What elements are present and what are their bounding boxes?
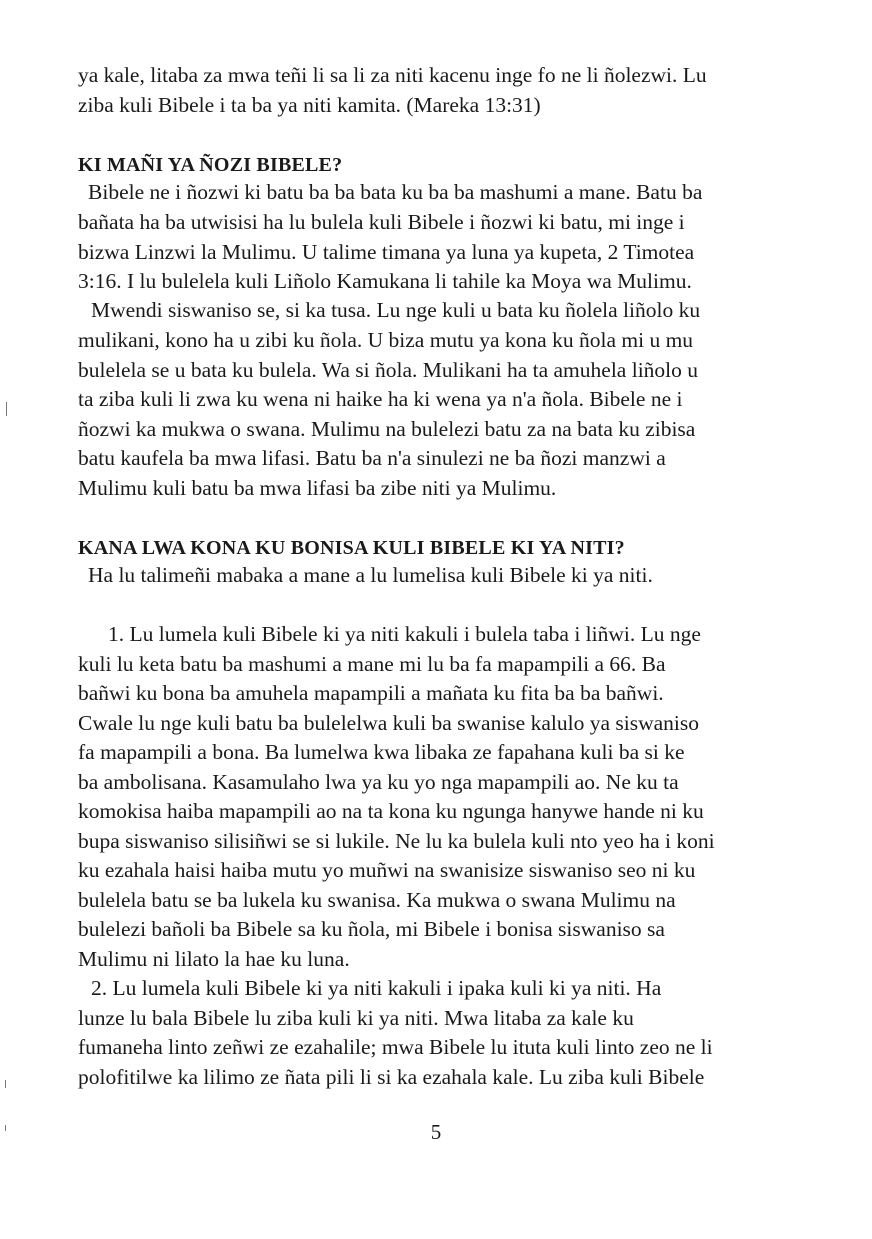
text-line: lunze lu bala Bibele lu ziba kuli ki ya niti. Mwa litaba za kale ku	[78, 1006, 634, 1030]
text-line: kuli lu keta batu ba mashumi a mane mi lu ba fa mapampili a 66. Ba	[78, 652, 666, 676]
text-line: ñozwi ka mukwa o swana. Mulimu na bulelezi batu za na bata ku zibisa	[78, 417, 696, 441]
text-line: bulelela batu se ba lukela ku swanisa. Ka mukwa o swana Mulimu na	[78, 888, 676, 912]
text-line: bulelezi bañoli ba Bibele sa ku ñola, mi Bibele i bonisa siswaniso sa	[78, 917, 665, 941]
text-line: ya kale, litaba za mwa teñi li sa li za niti kacenu inge fo ne li ñolezwi. Lu	[78, 63, 707, 87]
text-line: 2. Lu lumela kuli Bibele ki ya niti kakuli i ipaka kuli ki ya niti. Ha	[91, 976, 662, 1000]
text-line: Mulimu ni lilato la hae ku luna.	[78, 947, 350, 971]
text-line: bañata ha ba utwisisi ha lu bulela kuli Bibele i ñozwi ki batu, mi inge i	[78, 210, 685, 234]
text-line: bulelela se u bata ku bulela. Wa si ñola. Mulikani ha ta amuhela liñolo u	[78, 358, 699, 382]
text-line: komokisa haiba mapampili ao na ta kona ku ngunga hanywe hande ni ku	[78, 799, 704, 823]
text-line: bupa siswaniso silisiñwi se si lukile. Ne lu ka bulela kuli nto yeo ha i koni	[78, 829, 715, 853]
text-line: ku ezahala haisi haiba mutu yo muñwi na swanisize siswaniso seo ni ku	[78, 858, 696, 882]
text-line: ta ziba kuli li zwa ku wena ni haike ha ki wena ya n'a ñola. Bibele ne i	[78, 387, 683, 411]
section-heading: KI MAÑI YA ÑOZI BIBELE?	[78, 154, 343, 176]
text-line: bañwi ku bona ba amuhela mapampili a mañata ku fita ba ba bañwi.	[78, 681, 664, 705]
text-line: fa mapampili a bona. Ba lumelwa kwa libaka ze fapahana kuli ba si ke	[78, 740, 685, 764]
text-line: Ha lu talimeñi mabaka a mane a lu lumelisa kuli Bibele ki ya niti.	[88, 563, 653, 587]
text-line: 3:16. I lu bulelela kuli Liñolo Kamukana li tahile ka Moya wa Mulimu.	[78, 269, 692, 293]
text-line: bizwa Linzwi la Mulimu. U talime timana ya luna ya kupeta, 2 Timotea	[78, 240, 695, 264]
text-line: ba ambolisana. Kasamulaho lwa ya ku yo nga mapampili ao. Ne ku ta	[78, 770, 679, 794]
scan-speck	[5, 1080, 6, 1088]
scan-speck	[6, 402, 7, 416]
text-line: ziba kuli Bibele i ta ba ya niti kamita. (Mareka 13:31)	[78, 93, 541, 117]
text-line: Cwale lu nge kuli batu ba bulelelwa kuli ba swanise kalulo ya siswaniso	[78, 711, 699, 735]
scan-speck	[5, 1125, 6, 1131]
page-number: 5	[430, 1120, 442, 1144]
text-line: mulikani, kono ha u zibi ku ñola. U biza mutu ya kona ku ñola mi u mu	[78, 328, 694, 352]
text-line: Mulimu kuli batu ba mwa lifasi ba zibe niti ya Mulimu.	[78, 476, 557, 500]
text-line: polofitilwe ka lilimo ze ñata pili li si ka ezahala kale. Lu ziba kuli Bibele	[78, 1065, 705, 1089]
text-line: Mwendi siswaniso se, si ka tusa. Lu nge kuli u bata ku ñolela liñolo ku	[91, 298, 701, 322]
text-line: Bibele ne i ñozwi ki batu ba ba bata ku ba ba mashumi a mane. Batu ba	[88, 180, 703, 204]
section-heading: KANA LWA KONA KU BONISA KULI BIBELE KI YA NITI?	[78, 537, 625, 559]
text-line: batu kaufela ba mwa lifasi. Batu ba n'a sinulezi ne ba ñozi manzwi a	[78, 446, 666, 470]
text-line: 1. Lu lumela kuli Bibele ki ya niti kakuli i bulela taba i liñwi. Lu nge	[108, 622, 701, 646]
text-line: fumaneha linto zeñwi ze ezahalile; mwa Bibele lu ituta kuli linto zeo ne li	[78, 1035, 713, 1059]
